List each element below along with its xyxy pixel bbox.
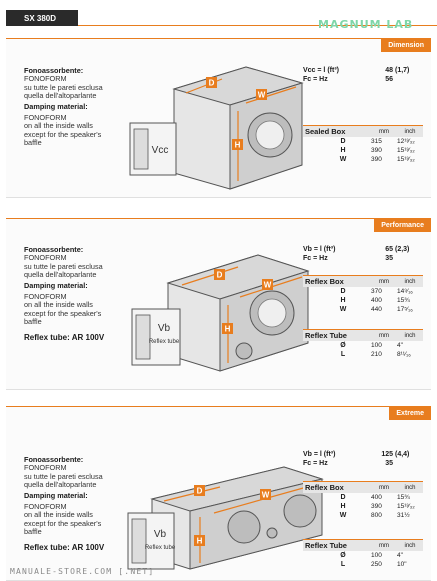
vcc-value: 48	[385, 67, 393, 74]
unit-mm: mm	[379, 484, 389, 491]
fc-value: 35	[385, 255, 393, 262]
vcc-ft: (1,7)	[395, 67, 410, 74]
unit-mm: mm	[379, 542, 389, 549]
table-title: Reflex Tube	[305, 541, 347, 550]
vb-box-label: Vb	[153, 529, 167, 540]
table-row: H 390 15¹³⁄₃₂	[340, 503, 415, 510]
dim-d-label: D	[208, 78, 215, 88]
fono-line: FONOFORM	[24, 253, 67, 263]
table-row: D 370 14⁹⁄₁₆	[340, 288, 413, 295]
dim-h-label: H	[224, 324, 231, 334]
model-tag	[6, 10, 78, 26]
fc-value: 35	[385, 460, 393, 467]
fono-title: Fonoassorbente:	[24, 245, 84, 254]
damp-line: FONOFORM	[24, 292, 67, 302]
unit-inch: inch	[404, 128, 416, 135]
damp-line: baffle	[24, 527, 42, 537]
section-tag-extreme: Extreme	[389, 406, 431, 420]
dim-w-label: W	[261, 490, 270, 500]
unit-mm: mm	[379, 278, 389, 285]
fono-line: quella dell'altoparlante	[24, 480, 97, 490]
sealed-spec	[303, 67, 423, 85]
reflex-box-illustration	[128, 233, 314, 383]
fc-label: Fc = Hz	[303, 460, 328, 467]
fono-line: quella dell'altoparlante	[24, 91, 97, 101]
vcc-box-label: Vcc	[151, 145, 169, 156]
unit-mm: mm	[379, 128, 389, 135]
reflex-tube-table	[303, 329, 423, 359]
table-title: Reflex Tube	[305, 331, 347, 340]
brand-logo: MAGNUM LAB	[318, 18, 414, 31]
damp-line: except for the speaker's	[24, 518, 102, 528]
unit-inch: inch	[404, 332, 416, 339]
damp-line: on all the inside walls	[24, 510, 93, 520]
table-title: Sealed Box	[305, 127, 346, 136]
extreme-spec	[303, 451, 423, 469]
material-labels	[24, 456, 104, 552]
fono-line: FONOFORM	[24, 74, 67, 84]
vb-value: 65	[385, 246, 393, 253]
sealed-box-table	[303, 125, 423, 164]
vb-ft: (2,3)	[395, 246, 410, 253]
sealed-box-illustration	[126, 49, 306, 197]
section-tag-performance: Performance	[374, 218, 431, 232]
material-labels	[24, 246, 104, 342]
vb-label: Vb = l (ft³)	[303, 451, 336, 458]
model-label: SX 380D	[24, 13, 57, 23]
card-dimension	[6, 38, 431, 198]
table-row: W 440 17⁵⁄₁₆	[339, 306, 413, 313]
vb-value: 125	[381, 451, 393, 458]
vb-ft: (4,4)	[395, 451, 410, 458]
table-row: Ø 100 4"	[340, 552, 403, 559]
dim-d-label: D	[216, 270, 223, 280]
damp-line: on all the inside walls	[24, 121, 93, 131]
reflex-tube-box-label: Reflex tube	[144, 545, 176, 551]
fono-line: FONOFORM	[24, 463, 67, 473]
extreme-box-illustration	[124, 451, 324, 579]
reflex-tube-label: Reflex tube: AR 100V	[24, 332, 105, 342]
reflex-tube-label: Reflex tube: AR 100V	[24, 542, 105, 552]
reflex-tube-box-label: Reflex tube	[148, 339, 180, 345]
dim-h-label: H	[234, 140, 241, 150]
damp-line: on all the inside walls	[24, 300, 93, 310]
section-tag-dimension: Dimension	[381, 38, 431, 52]
table-row: H 400 15¾	[340, 297, 410, 304]
fono-line: su tutte le pareti esclusa	[24, 82, 103, 92]
vb-label: Vb = l (ft³)	[303, 246, 336, 253]
dim-w-label: W	[263, 280, 272, 290]
unit-inch: inch	[404, 278, 416, 285]
dim-w-label: W	[257, 90, 266, 100]
fc-label: Fc = Hz	[303, 255, 328, 262]
table-row: W 800 31½	[339, 512, 410, 519]
damp-line: baffle	[24, 138, 42, 148]
table-row: D 315 12¹³⁄₃₂	[340, 138, 415, 145]
damp-line: except for the speaker's	[24, 129, 102, 139]
fc-value: 56	[385, 76, 393, 83]
dim-h-label: H	[196, 536, 203, 546]
table-row: L 210 8¹¹⁄₁₆	[340, 351, 411, 358]
damp-title: Damping material:	[24, 101, 88, 111]
fono-title: Fonoassorbente:	[24, 455, 84, 464]
dim-d-label: D	[196, 486, 203, 496]
vcc-label: Vcc = l (ft³)	[303, 67, 339, 74]
table-row: L 250 10"	[340, 561, 407, 568]
extreme-box-table	[303, 481, 423, 520]
unit-inch: inch	[404, 484, 416, 491]
fono-line: quella dell'altoparlante	[24, 270, 97, 280]
fono-title: Fonoassorbente:	[24, 66, 84, 75]
unit-inch: inch	[404, 542, 416, 549]
table-row: D 400 15¾	[340, 494, 410, 501]
watermark: MANUALE-STORE.COM [.NET]	[10, 567, 155, 576]
extreme-tube-table	[303, 539, 423, 569]
damp-line: except for the speaker's	[24, 308, 102, 318]
damp-line: baffle	[24, 317, 42, 327]
damp-title: Damping material:	[24, 490, 88, 500]
table-row: H 390 15¹³⁄₃₂	[340, 147, 415, 154]
card-extreme	[6, 406, 431, 581]
reflex-box-table	[303, 275, 423, 314]
table-row: W 390 15¹³⁄₃₂	[339, 156, 415, 163]
damp-title: Damping material:	[24, 280, 88, 290]
table-title: Reflex Box	[305, 483, 344, 492]
unit-mm: mm	[379, 332, 389, 339]
table-title: Reflex Box	[305, 277, 344, 286]
material-labels	[24, 67, 103, 148]
card-performance	[6, 218, 431, 390]
reflex-spec	[303, 246, 423, 264]
damp-line: FONOFORM	[24, 113, 67, 123]
fono-line: su tutte le pareti esclusa	[24, 471, 103, 481]
damp-line: FONOFORM	[24, 502, 67, 512]
vb-box-label: Vb	[157, 323, 171, 334]
table-row: Ø 100 4"	[340, 342, 403, 349]
fc-label: Fc = Hz	[303, 76, 328, 83]
fono-line: su tutte le pareti esclusa	[24, 261, 103, 271]
